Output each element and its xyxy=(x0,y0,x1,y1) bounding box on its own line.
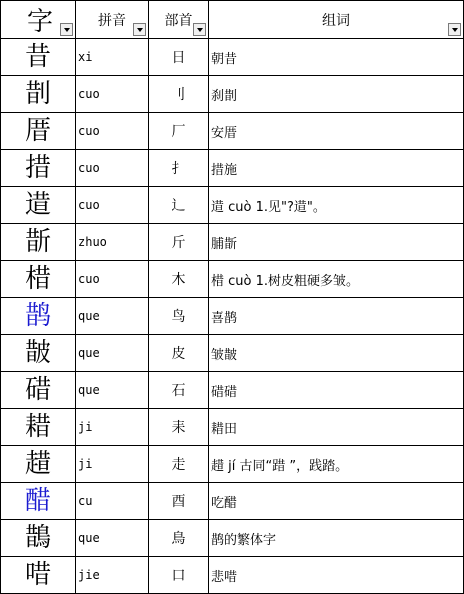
column-header-words-label: 组词 xyxy=(322,12,350,29)
cell-pinyin[interactable]: que xyxy=(76,335,149,372)
filter-dropdown-words-icon[interactable] xyxy=(448,23,461,36)
cell-char[interactable]: 趞 xyxy=(1,446,76,483)
cell-radical[interactable]: 日 xyxy=(149,39,209,76)
cell-words[interactable]: 耤田 xyxy=(209,409,464,446)
cell-char[interactable]: 耤 xyxy=(1,409,76,446)
cell-pinyin[interactable]: cu xyxy=(76,483,149,520)
column-header-words xyxy=(209,1,464,39)
cell-radical[interactable]: 走 xyxy=(149,446,209,483)
table-row xyxy=(1,113,464,150)
cell-radical[interactable]: 皮 xyxy=(149,335,209,372)
column-header-char xyxy=(1,1,76,39)
table-row xyxy=(1,409,464,446)
cell-words[interactable]: 趞 jí 古同“踖 ”，践踏。 xyxy=(209,446,464,483)
cell-words[interactable]: 逪 cuò 1.见"?逪"。 xyxy=(209,187,464,224)
table-row xyxy=(1,372,464,409)
table-row xyxy=(1,261,464,298)
cell-char[interactable]: 棤 xyxy=(1,261,76,298)
column-header-pinyin-label: 拼音 xyxy=(98,12,126,29)
cell-words[interactable]: 喜鹊 xyxy=(209,298,464,335)
filter-dropdown-char-icon[interactable] xyxy=(60,23,73,36)
column-header-char-label: 字 xyxy=(27,7,54,37)
cell-char[interactable]: 唶 xyxy=(1,557,76,594)
table-row xyxy=(1,335,464,372)
table-row xyxy=(1,39,464,76)
cell-pinyin[interactable]: cuo xyxy=(76,150,149,187)
cell-words[interactable]: 碏碏 xyxy=(209,372,464,409)
cell-char[interactable]: 剒 xyxy=(1,76,76,113)
cell-pinyin[interactable]: xi xyxy=(76,39,149,76)
cell-words[interactable]: 皱皵 xyxy=(209,335,464,372)
cell-radical[interactable]: 扌 xyxy=(149,150,209,187)
table-row xyxy=(1,298,464,335)
column-header-radical-label: 部首 xyxy=(164,12,193,29)
table-row xyxy=(1,187,464,224)
cell-radical[interactable]: 辶 xyxy=(149,187,209,224)
cell-radical[interactable]: 酉 xyxy=(149,483,209,520)
cell-char[interactable]: 鵲 xyxy=(1,520,76,557)
cell-char[interactable]: 措 xyxy=(1,150,76,187)
cell-words[interactable]: 措施 xyxy=(209,150,464,187)
cell-pinyin[interactable]: ji xyxy=(76,409,149,446)
cell-pinyin[interactable]: cuo xyxy=(76,76,149,113)
table-row xyxy=(1,76,464,113)
cell-radical[interactable]: 厂 xyxy=(149,113,209,150)
column-header-pinyin xyxy=(76,1,149,39)
cell-words[interactable]: 朝昔 xyxy=(209,39,464,76)
filter-dropdown-radical-icon[interactable] xyxy=(193,23,206,36)
cell-char[interactable]: 醋 xyxy=(1,483,76,520)
cell-pinyin[interactable]: cuo xyxy=(76,261,149,298)
cell-pinyin[interactable]: zhuo xyxy=(76,224,149,261)
header-row xyxy=(1,1,464,39)
cell-words[interactable]: 刹剒 xyxy=(209,76,464,113)
table-row xyxy=(1,483,464,520)
cell-pinyin[interactable]: que xyxy=(76,372,149,409)
cell-words[interactable]: 鹊的繁体字 xyxy=(209,520,464,557)
cell-pinyin[interactable]: cuo xyxy=(76,113,149,150)
cell-radical[interactable]: 耒 xyxy=(149,409,209,446)
table-row xyxy=(1,520,464,557)
table-row xyxy=(1,150,464,187)
cell-words[interactable]: 脯斮 xyxy=(209,224,464,261)
cell-char[interactable]: 皵 xyxy=(1,335,76,372)
cell-radical[interactable]: 木 xyxy=(149,261,209,298)
cell-words[interactable]: 安厝 xyxy=(209,113,464,150)
cell-char[interactable]: 厝 xyxy=(1,113,76,150)
cell-char[interactable]: 碏 xyxy=(1,372,76,409)
cell-radical[interactable]: 刂 xyxy=(149,76,209,113)
filter-dropdown-pinyin-icon[interactable] xyxy=(133,23,146,36)
cell-pinyin[interactable]: jie xyxy=(76,557,149,594)
table-row xyxy=(1,224,464,261)
cell-words[interactable]: 悲唶 xyxy=(209,557,464,594)
column-header-radical xyxy=(149,1,209,39)
cell-radical[interactable]: 鳥 xyxy=(149,520,209,557)
cell-pinyin[interactable]: cuo xyxy=(76,187,149,224)
table-row xyxy=(1,557,464,594)
cell-radical[interactable]: 口 xyxy=(149,557,209,594)
cell-pinyin[interactable]: que xyxy=(76,520,149,557)
cell-pinyin[interactable]: que xyxy=(76,298,149,335)
cell-radical[interactable]: 鸟 xyxy=(149,298,209,335)
table-row xyxy=(1,446,464,483)
cell-words[interactable]: 吃醋 xyxy=(209,483,464,520)
cell-pinyin[interactable]: ji xyxy=(76,446,149,483)
cell-words[interactable]: 棤 cuò 1.树皮粗硬多皱。 xyxy=(209,261,464,298)
cell-char[interactable]: 昔 xyxy=(1,39,76,76)
cell-char[interactable]: 逪 xyxy=(1,187,76,224)
cell-char[interactable]: 鹊 xyxy=(1,298,76,335)
cell-radical[interactable]: 石 xyxy=(149,372,209,409)
cell-radical[interactable]: 斤 xyxy=(149,224,209,261)
cell-char[interactable]: 斮 xyxy=(1,224,76,261)
